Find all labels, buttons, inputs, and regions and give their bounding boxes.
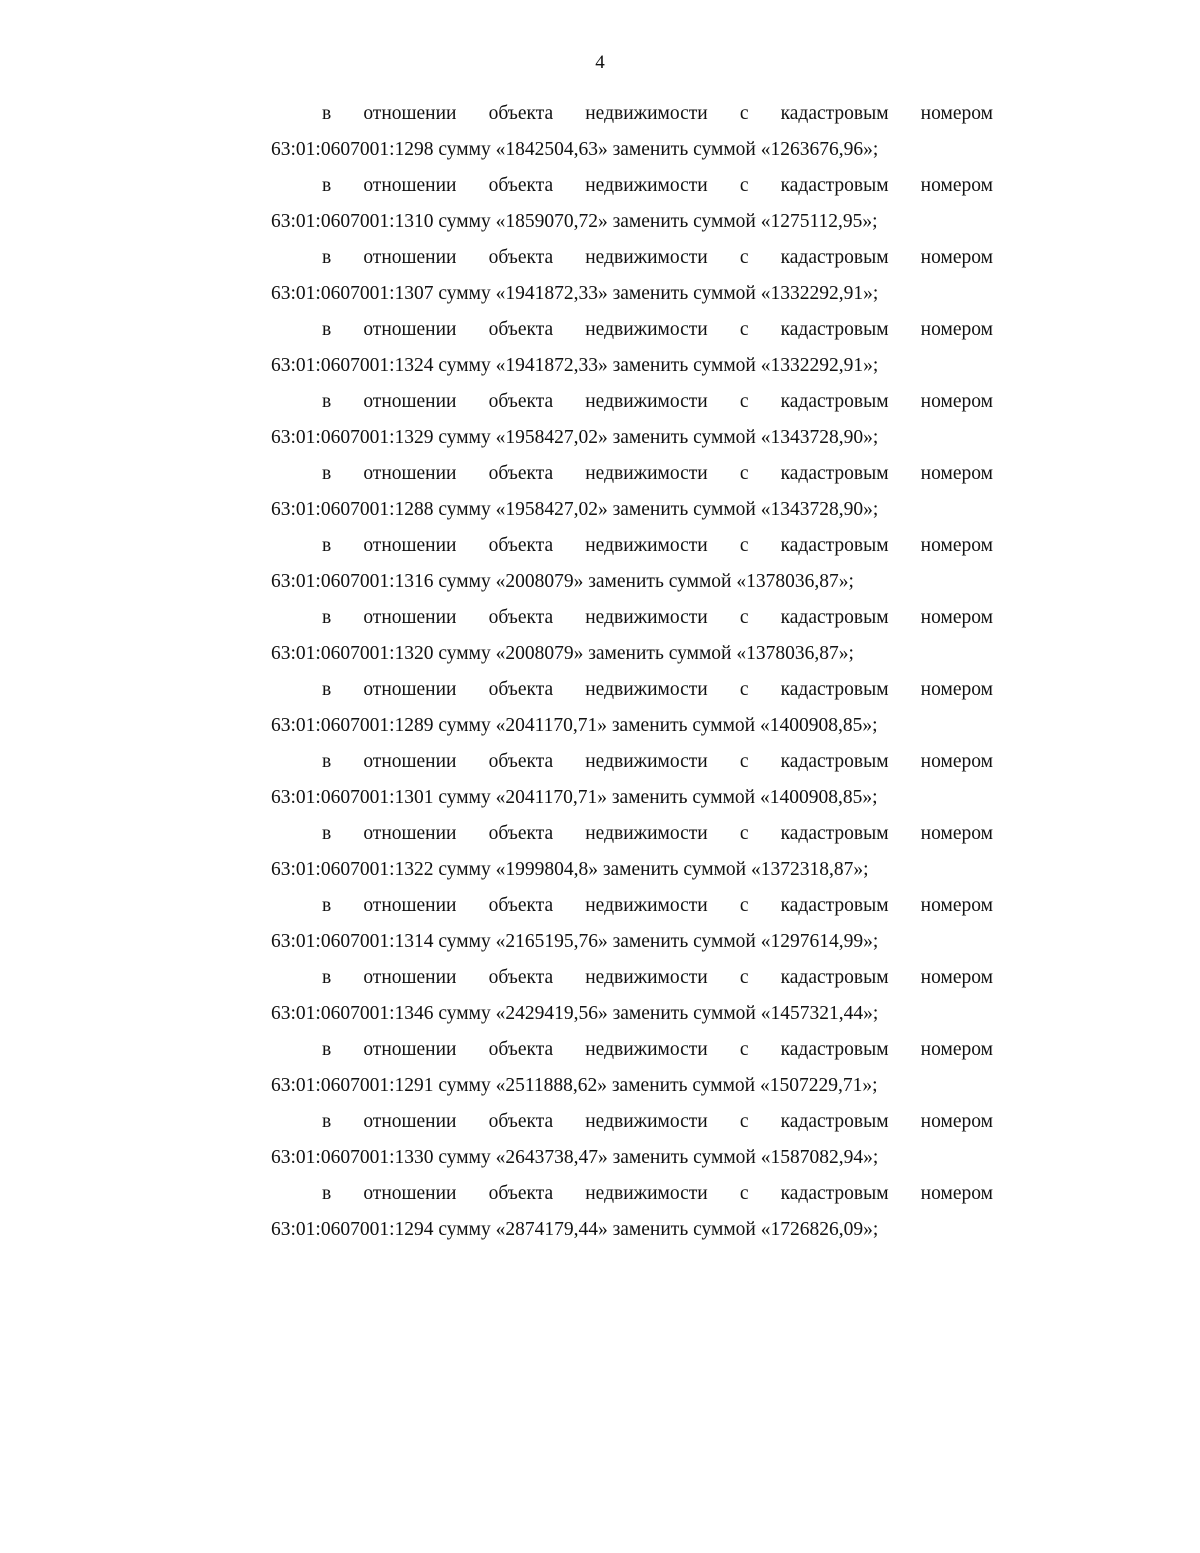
clause-intro-word: номером: [920, 823, 993, 844]
clause-intro-line: [271, 672, 993, 708]
clause-intro-word: кадастровым: [780, 103, 889, 124]
clause-intro-word: в: [322, 175, 332, 196]
clause-intro-word: недвижимости: [585, 823, 708, 844]
clause-intro-word: отношении: [363, 1183, 457, 1204]
clause-intro-word: объекта: [488, 463, 554, 484]
clause-intro-word: объекта: [488, 535, 554, 556]
clause-intro-word: с: [739, 679, 749, 700]
clause-intro-word: в: [322, 103, 332, 124]
amendment-clause: [271, 1104, 993, 1176]
clause-intro-word: в: [322, 751, 332, 772]
clause-intro-word: недвижимости: [585, 463, 708, 484]
clause-intro-word: с: [739, 319, 749, 340]
amendment-clause: [271, 1032, 993, 1104]
clause-intro-word: с: [739, 607, 749, 628]
clause-intro-line: [271, 1176, 993, 1212]
clause-intro-line: [271, 456, 993, 492]
amendment-list: [271, 96, 993, 1248]
clause-intro-word: недвижимости: [585, 967, 708, 988]
clause-intro-word: номером: [920, 751, 993, 772]
clause-intro-word: объекта: [488, 967, 554, 988]
clause-detail-line: 63:01:0607001:1298 сумму «1842504,63» заменить суммой «1263676,96»;: [271, 139, 879, 160]
amendment-clause: [271, 528, 993, 600]
clause-intro-word: объекта: [488, 1111, 554, 1132]
clause-intro-word: кадастровым: [780, 895, 889, 916]
clause-intro-word: отношении: [363, 895, 457, 916]
clause-intro-word: отношении: [363, 967, 457, 988]
clause-intro-word: с: [739, 967, 749, 988]
clause-detail-line: 63:01:0607001:1301 сумму «2041170,71» заменить суммой «1400908,85»;: [271, 787, 878, 808]
clause-intro-word: номером: [920, 895, 993, 916]
clause-intro-word: с: [739, 895, 749, 916]
clause-intro-word: кадастровым: [780, 247, 889, 268]
clause-intro-word: кадастровым: [780, 535, 889, 556]
clause-intro-line: [271, 888, 993, 924]
amendment-clause: [271, 456, 993, 528]
clause-intro-word: недвижимости: [585, 391, 708, 412]
clause-intro-word: в: [322, 895, 332, 916]
clause-intro-word: в: [322, 679, 332, 700]
amendment-clause: [271, 744, 993, 816]
amendment-clause: [271, 312, 993, 384]
clause-intro-word: кадастровым: [780, 175, 889, 196]
clause-intro-word: номером: [920, 391, 993, 412]
clause-intro-word: в: [322, 1111, 332, 1132]
clause-intro-word: объекта: [488, 823, 554, 844]
clause-intro-word: в: [322, 1039, 332, 1060]
clause-intro-line: [271, 528, 993, 564]
clause-intro-word: с: [739, 823, 749, 844]
clause-intro-line: [271, 744, 993, 780]
amendment-clause: [271, 888, 993, 960]
clause-intro-word: отношении: [363, 103, 457, 124]
amendment-clause: [271, 384, 993, 456]
clause-intro-word: недвижимости: [585, 607, 708, 628]
clause-intro-word: с: [739, 1183, 749, 1204]
clause-intro-word: с: [739, 535, 749, 556]
clause-intro-line: [271, 1032, 993, 1068]
clause-intro-word: отношении: [363, 391, 457, 412]
clause-detail-line: 63:01:0607001:1307 сумму «1941872,33» заменить суммой «1332292,91»;: [271, 283, 879, 304]
clause-intro-word: кадастровым: [780, 1111, 889, 1132]
clause-intro-word: кадастровым: [780, 1183, 889, 1204]
clause-intro-word: кадастровым: [780, 679, 889, 700]
clause-detail-line: 63:01:0607001:1346 сумму «2429419,56» заменить суммой «1457321,44»;: [271, 1003, 879, 1024]
clause-intro-word: объекта: [488, 103, 554, 124]
clause-intro-line: [271, 960, 993, 996]
amendment-clause: [271, 1176, 993, 1248]
clause-intro-word: с: [739, 247, 749, 268]
clause-intro-word: отношении: [363, 463, 457, 484]
clause-intro-word: отношении: [363, 679, 457, 700]
clause-intro-word: номером: [920, 1039, 993, 1060]
clause-intro-word: отношении: [363, 535, 457, 556]
clause-intro-word: номером: [920, 247, 993, 268]
clause-intro-line: [271, 1104, 993, 1140]
clause-intro-line: [271, 816, 993, 852]
clause-intro-word: отношении: [363, 1111, 457, 1132]
clause-intro-word: в: [322, 463, 332, 484]
clause-intro-word: отношении: [363, 607, 457, 628]
amendment-clause: [271, 960, 993, 1032]
clause-intro-word: объекта: [488, 751, 554, 772]
clause-intro-word: кадастровым: [780, 319, 889, 340]
clause-detail-line: 63:01:0607001:1294 сумму «2874179,44» заменить суммой «1726826,09»;: [271, 1219, 879, 1240]
clause-intro-word: недвижимости: [585, 535, 708, 556]
clause-intro-word: объекта: [488, 391, 554, 412]
clause-intro-word: с: [739, 175, 749, 196]
clause-intro-word: кадастровым: [780, 751, 889, 772]
clause-intro-word: в: [322, 1183, 332, 1204]
clause-intro-word: объекта: [488, 1183, 554, 1204]
clause-intro-line: [271, 96, 993, 132]
clause-intro-word: недвижимости: [585, 895, 708, 916]
clause-intro-word: отношении: [363, 247, 457, 268]
clause-intro-word: в: [322, 823, 332, 844]
amendment-clause: [271, 600, 993, 672]
clause-intro-line: [271, 312, 993, 348]
clause-intro-word: номером: [920, 175, 993, 196]
clause-intro-word: номером: [920, 1111, 993, 1132]
clause-intro-word: недвижимости: [585, 175, 708, 196]
clause-intro-word: кадастровым: [780, 1039, 889, 1060]
clause-intro-word: объекта: [488, 319, 554, 340]
clause-intro-word: с: [739, 463, 749, 484]
page-number: 4: [595, 52, 605, 73]
clause-intro-line: [271, 384, 993, 420]
clause-intro-word: в: [322, 607, 332, 628]
amendment-clause: [271, 240, 993, 312]
clause-intro-word: объекта: [488, 679, 554, 700]
clause-intro-word: кадастровым: [780, 463, 889, 484]
clause-intro-word: в: [322, 247, 332, 268]
clause-intro-line: [271, 168, 993, 204]
clause-intro-word: номером: [920, 463, 993, 484]
amendment-clause: [271, 672, 993, 744]
amendment-clause: [271, 816, 993, 888]
clause-intro-word: кадастровым: [780, 391, 889, 412]
clause-intro-word: недвижимости: [585, 247, 708, 268]
clause-detail-line: 63:01:0607001:1329 сумму «1958427,02» заменить суммой «1343728,90»;: [271, 427, 879, 448]
clause-detail-line: 63:01:0607001:1322 сумму «1999804,8» заменить суммой «1372318,87»;: [271, 859, 869, 880]
clause-detail-line: 63:01:0607001:1324 сумму «1941872,33» заменить суммой «1332292,91»;: [271, 355, 879, 376]
clause-intro-word: номером: [920, 103, 993, 124]
clause-intro-word: кадастровым: [780, 967, 889, 988]
clause-detail-line: 63:01:0607001:1289 сумму «2041170,71» заменить суммой «1400908,85»;: [271, 715, 878, 736]
clause-intro-word: недвижимости: [585, 103, 708, 124]
clause-intro-word: недвижимости: [585, 679, 708, 700]
clause-intro-word: в: [322, 967, 332, 988]
amendment-clause: [271, 96, 993, 168]
clause-intro-line: [271, 240, 993, 276]
clause-intro-word: объекта: [488, 607, 554, 628]
clause-intro-word: с: [739, 751, 749, 772]
clause-detail-line: 63:01:0607001:1291 сумму «2511888,62» заменить суммой «1507229,71»;: [271, 1075, 878, 1096]
clause-intro-word: номером: [920, 319, 993, 340]
clause-intro-word: в: [322, 319, 332, 340]
clause-intro-word: отношении: [363, 319, 457, 340]
clause-intro-word: номером: [920, 679, 993, 700]
clause-intro-word: объекта: [488, 175, 554, 196]
amendment-clause: [271, 168, 993, 240]
clause-intro-word: в: [322, 391, 332, 412]
clause-intro-word: объекта: [488, 247, 554, 268]
clause-intro-line: [271, 600, 993, 636]
clause-intro-word: с: [739, 1111, 749, 1132]
clause-detail-line: 63:01:0607001:1288 сумму «1958427,02» заменить суммой «1343728,90»;: [271, 499, 879, 520]
clause-intro-word: в: [322, 535, 332, 556]
clause-intro-word: номером: [920, 535, 993, 556]
clause-intro-word: недвижимости: [585, 1111, 708, 1132]
clause-intro-word: отношении: [363, 175, 457, 196]
clause-intro-word: номером: [920, 967, 993, 988]
clause-detail-line: 63:01:0607001:1314 сумму «2165195,76» заменить суммой «1297614,99»;: [271, 931, 879, 952]
clause-intro-word: недвижимости: [585, 319, 708, 340]
clause-detail-line: 63:01:0607001:1310 сумму «1859070,72» заменить суммой «1275112,95»;: [271, 211, 878, 232]
clause-intro-word: с: [739, 391, 749, 412]
clause-intro-word: отношении: [363, 1039, 457, 1060]
clause-intro-word: недвижимости: [585, 751, 708, 772]
clause-intro-word: с: [739, 103, 749, 124]
clause-detail-line: 63:01:0607001:1320 сумму «2008079» заменить суммой «1378036,87»;: [271, 643, 854, 664]
clause-intro-word: отношении: [363, 823, 457, 844]
clause-intro-word: отношении: [363, 751, 457, 772]
clause-intro-word: недвижимости: [585, 1039, 708, 1060]
clause-intro-word: с: [739, 1039, 749, 1060]
clause-intro-word: номером: [920, 607, 993, 628]
clause-intro-word: недвижимости: [585, 1183, 708, 1204]
clause-intro-word: кадастровым: [780, 823, 889, 844]
clause-intro-word: объекта: [488, 1039, 554, 1060]
clause-intro-word: номером: [920, 1183, 993, 1204]
clause-detail-line: 63:01:0607001:1330 сумму «2643738,47» заменить суммой «1587082,94»;: [271, 1147, 879, 1168]
clause-detail-line: 63:01:0607001:1316 сумму «2008079» заменить суммой «1378036,87»;: [271, 571, 854, 592]
clause-intro-word: объекта: [488, 895, 554, 916]
clause-intro-word: кадастровым: [780, 607, 889, 628]
